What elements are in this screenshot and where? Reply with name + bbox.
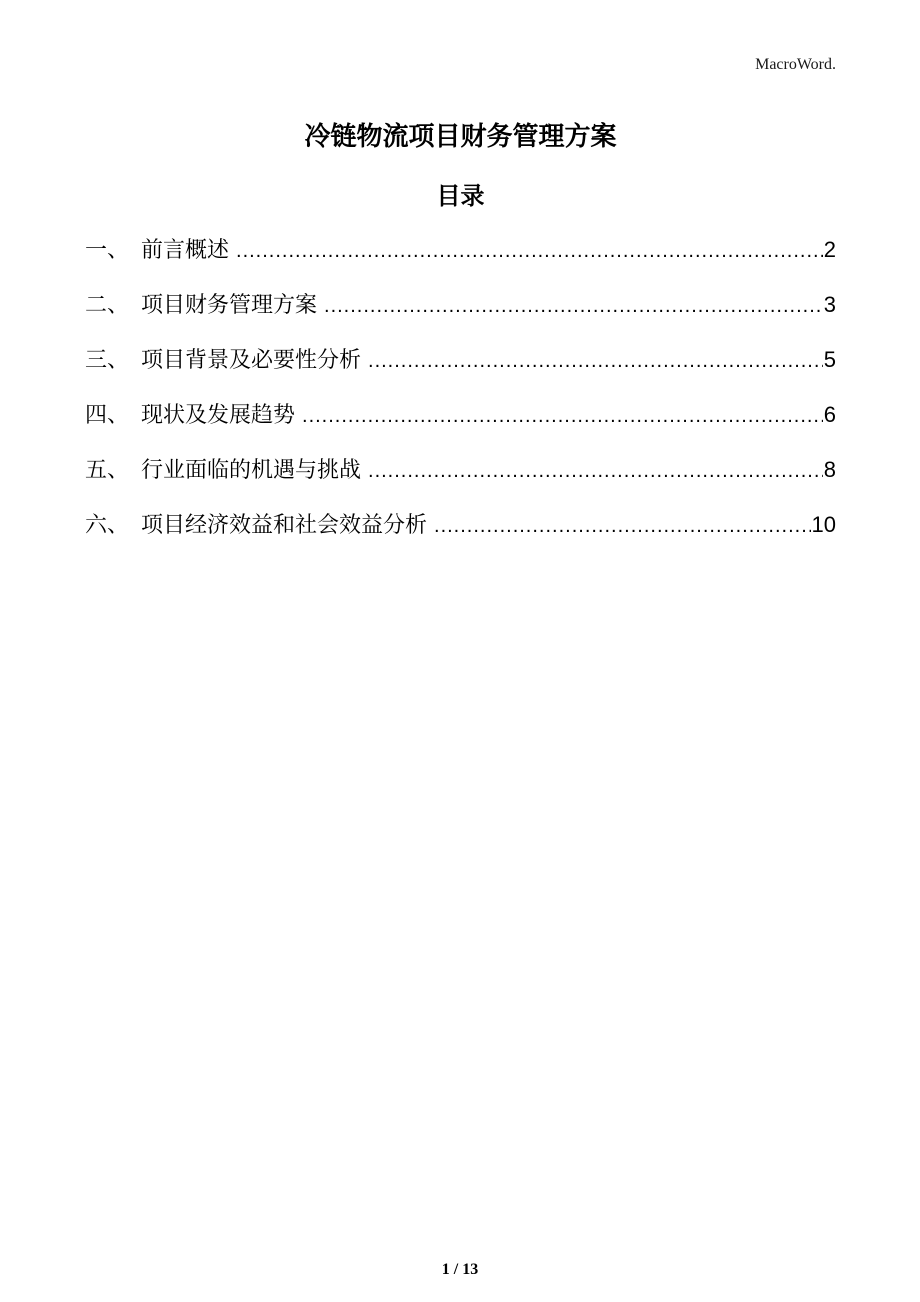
dot-leader bbox=[434, 512, 811, 540]
toc-entry-label: 行业面临的机遇与挑战 bbox=[141, 458, 362, 483]
toc-entry-number: 一、 bbox=[85, 238, 130, 263]
toc-entry-label: 前言概述 bbox=[141, 238, 230, 263]
dot-leader bbox=[302, 402, 823, 430]
toc-entry-number: 四、 bbox=[85, 403, 130, 428]
dot-leader bbox=[368, 347, 823, 375]
toc-entry-page-number: 8 bbox=[823, 457, 836, 482]
toc-entry-number: 六、 bbox=[85, 513, 130, 538]
toc-entry-label: 项目经济效益和社会效益分析 bbox=[141, 513, 428, 538]
toc-entry-page-number: 2 bbox=[823, 237, 836, 262]
page-number-indicator: 1 / 13 bbox=[441, 1261, 479, 1278]
toc-entry-number: 五、 bbox=[85, 458, 130, 483]
toc-entry-page-number: 6 bbox=[823, 402, 836, 427]
toc-entry-number: 二、 bbox=[85, 293, 130, 318]
toc-entry[interactable] bbox=[85, 511, 836, 539]
toc-entry[interactable] bbox=[85, 236, 836, 264]
toc-entry-page-number: 10 bbox=[811, 512, 836, 537]
toc-entry-label: 项目财务管理方案 bbox=[141, 293, 318, 318]
toc-entry-page-number: 3 bbox=[823, 292, 836, 317]
toc-entry[interactable] bbox=[85, 291, 836, 319]
toc-entry[interactable] bbox=[85, 401, 836, 429]
toc-entry-number: 三、 bbox=[85, 348, 130, 373]
toc-entry-label: 现状及发展趋势 bbox=[141, 403, 296, 428]
table-of-contents bbox=[85, 236, 836, 539]
toc-entry[interactable] bbox=[85, 456, 836, 484]
toc-entry[interactable] bbox=[85, 346, 836, 374]
toc-entry-page-number: 5 bbox=[823, 347, 836, 372]
brand-watermark: MacroWord. bbox=[755, 56, 836, 73]
toc-heading: 目录 bbox=[436, 183, 485, 210]
dot-leader bbox=[324, 292, 823, 320]
toc-entry-label: 项目背景及必要性分析 bbox=[141, 348, 362, 373]
dot-leader bbox=[368, 457, 823, 485]
dot-leader bbox=[236, 237, 823, 265]
document-title: 冷链物流项目财务管理方案 bbox=[304, 121, 617, 151]
